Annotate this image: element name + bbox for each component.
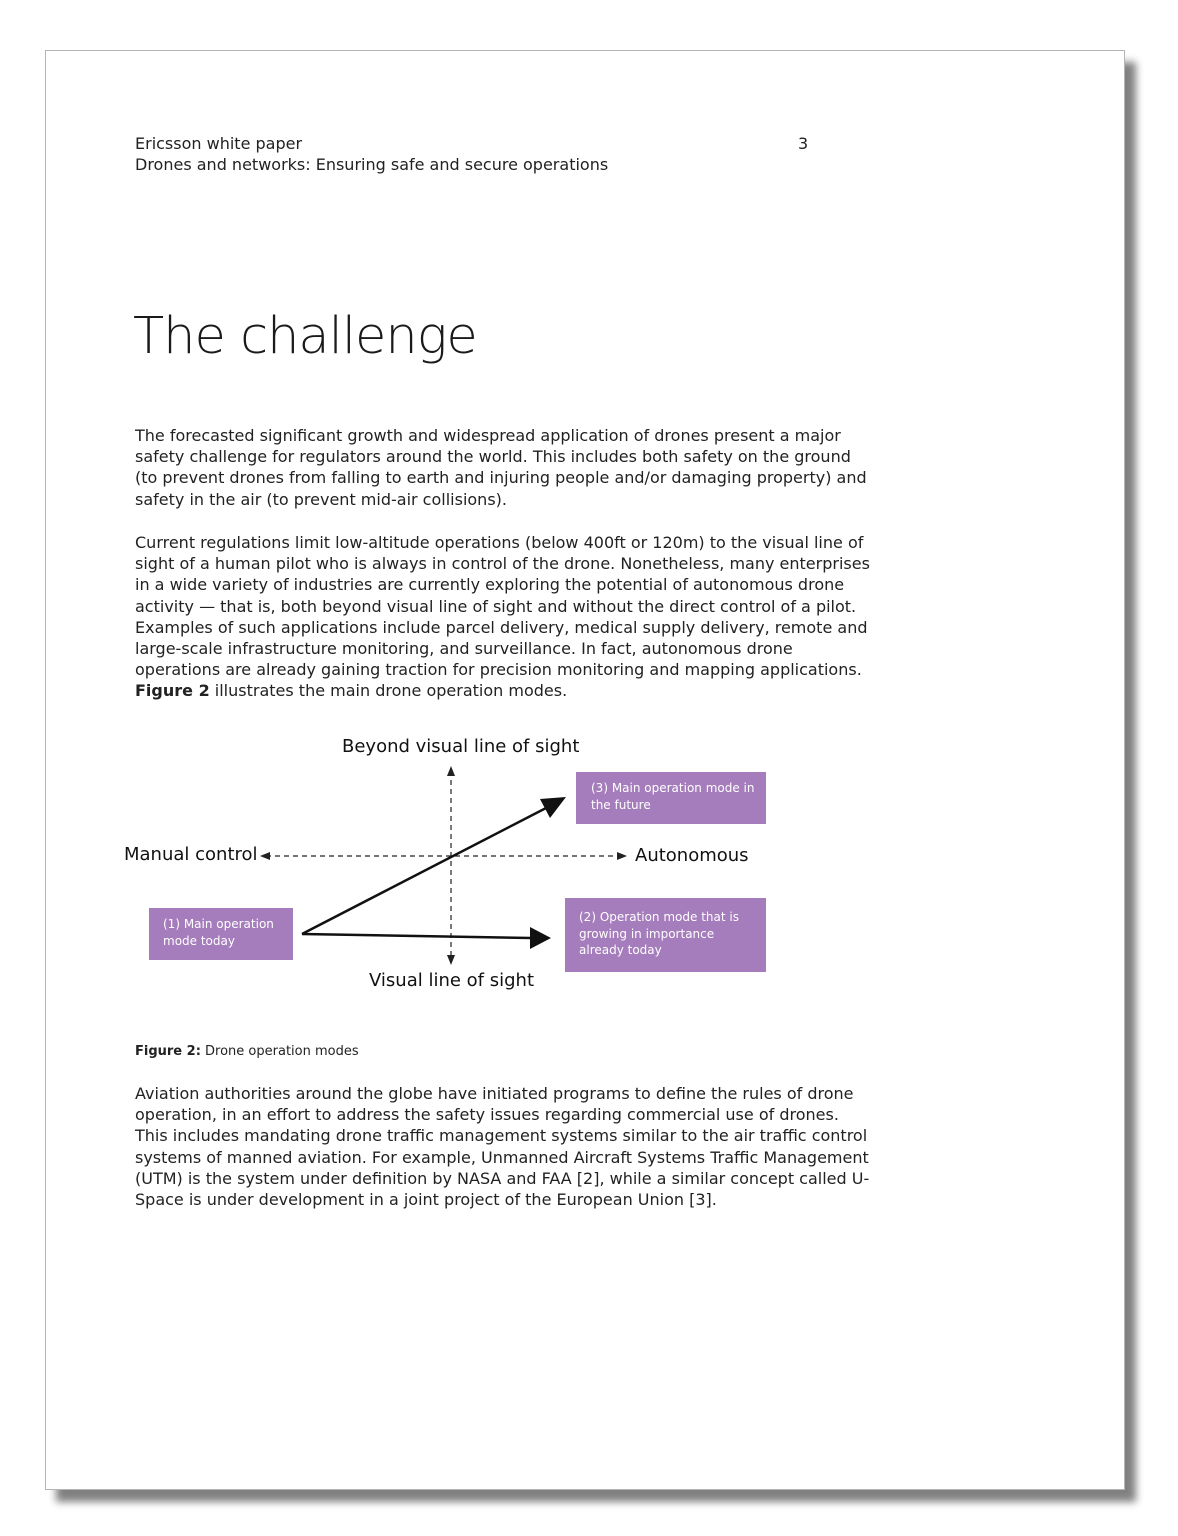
arrow-to-future-mode-head: [540, 797, 566, 818]
paragraph-aviation-authorities: Aviation authorities around the globe have initiated programs to define the rules of drone operation, in an effort to address the safety issues regarding commercial use of drones. This includes mandating drone traffic management systems similar to the air traffic control systems of manned aviation. For example, Unmanned Aircraft Systems Traffic Management (UTM) is the system under definition by NASA and FAA [2], while a similar concept called U-Space is under development in a joint project of the European Union [3].: [135, 1084, 870, 1210]
horizontal-axis-arrow-right: [617, 852, 627, 860]
box-main-operation-mode-today: (1) Main operation mode today: [149, 908, 293, 960]
paragraph-safety-challenge: The forecasted significant growth and widespread application of drones present a major safety challenge for regulators around the world. This includes both safety on the ground (to prevent drones from falling to earth and injuring people and/or damaging property) and safety in the air (to prevent mid-air collisions).: [135, 426, 867, 509]
vertical-axis-arrow-up: [447, 766, 455, 776]
section-title: The challenge: [133, 307, 477, 366]
box-operation-mode-growing: (2) Operation mode that is growing in importance already today: [565, 898, 766, 972]
figure-2-reference: Figure 2: [135, 681, 210, 701]
figure-caption: [135, 1044, 359, 1060]
figure-caption-label: Figure 2:: [135, 1044, 201, 1059]
page-number: 3: [798, 134, 809, 153]
horizontal-axis-arrow-left: [260, 852, 270, 860]
arrow-to-growing-mode: [302, 934, 531, 938]
axis-label-manual-control: Manual control: [124, 844, 258, 865]
vertical-axis-arrow-down: [447, 955, 455, 965]
drone-operation-modes-diagram: [116, 731, 816, 1001]
document-page: [45, 50, 1125, 1490]
arrow-to-future-mode: [302, 807, 548, 934]
axis-label-visual-line-of-sight: Visual line of sight: [369, 970, 535, 991]
arrow-to-growing-mode-head: [530, 927, 551, 949]
header-document-title: Drones and networks: Ensuring safe and secure operations: [135, 155, 609, 174]
axis-label-autonomous: Autonomous: [635, 845, 749, 866]
axis-label-beyond-visual-line-of-sight: Beyond visual line of sight: [342, 736, 580, 757]
paragraph-current-regulations: [135, 532, 875, 702]
header-publication: Ericsson white paper: [135, 134, 303, 153]
figure-caption-text: Drone operation modes: [200, 1044, 359, 1059]
paragraph-current-regulations-tail: illustrates the main drone operation modes.: [209, 681, 568, 701]
box-main-operation-mode-future: (3) Main operation mode in the future: [576, 772, 766, 824]
paragraph-current-regulations-body: Current regulations limit low-altitude operations (below 400ft or 120m) to the visual line of sight of a human pilot who is always in control of the drone. Nonetheless, many enterprises in a wide variety of industries are currently exploring the potential of autonomous drone activity — that is, both beyond visual line of sight and without the direct control of a pilot. Examples of such applications include parcel delivery, medical supply delivery, remote and large-scale infrastructure monitoring, and surveillance. In fact, autonomous drone operations are already gaining traction for precision monitoring and mapping applications.: [135, 533, 870, 680]
